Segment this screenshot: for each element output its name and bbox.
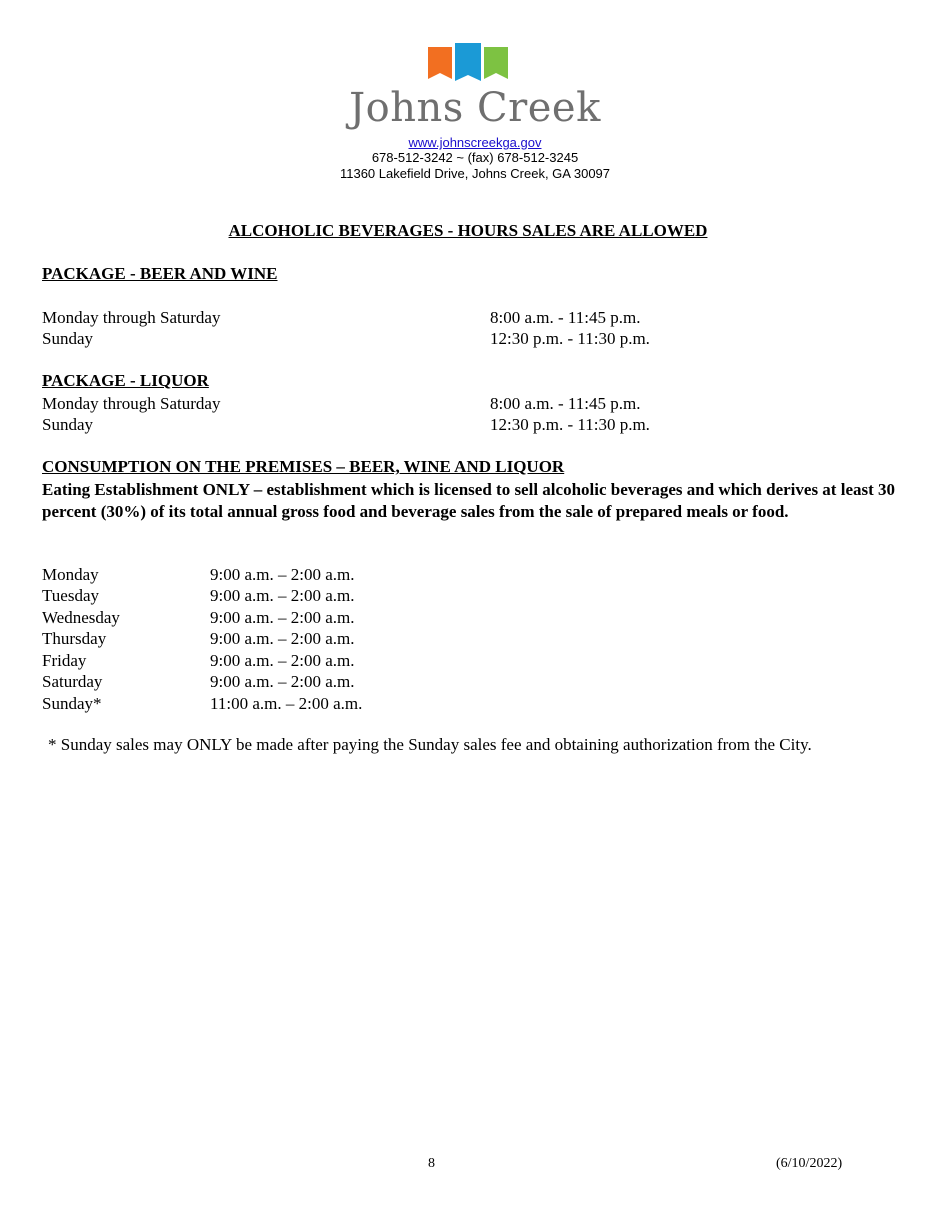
johns-creek-logo-flags <box>428 43 510 85</box>
phone-fax-line: 678-512-3242 ~ (fax) 678-512-3245 <box>371 150 579 165</box>
consumption-heading: CONSUMPTION ON THE PREMISES – BEER, WINE AND LIQUOR <box>42 457 565 476</box>
day-label: Wednesday <box>42 608 120 627</box>
revision-date: (6/10/2022) <box>776 1156 843 1171</box>
day-label: Monday through Saturday <box>42 308 221 327</box>
day-label: Tuesday <box>42 586 99 605</box>
day-label: Friday <box>42 651 87 670</box>
day-label: Saturday <box>42 672 103 691</box>
hours-value: 8:00 a.m. - 11:45 p.m. <box>490 308 641 327</box>
hours-value: 9:00 a.m. – 2:00 a.m. <box>210 651 355 670</box>
hours-value: 12:30 p.m. - 11:30 p.m. <box>490 415 650 434</box>
hours-value: 9:00 a.m. – 2:00 a.m. <box>210 608 355 627</box>
hours-value: 9:00 a.m. – 2:00 a.m. <box>210 586 355 605</box>
package-beer-wine-heading: PACKAGE - BEER AND WINE <box>42 264 278 283</box>
day-label: Sunday <box>42 415 93 434</box>
table-row <box>42 607 355 628</box>
hours-value: 9:00 a.m. – 2:00 a.m. <box>210 565 355 584</box>
table-row <box>42 671 355 692</box>
hours-value: 9:00 a.m. – 2:00 a.m. <box>210 629 355 648</box>
table-row <box>42 414 650 435</box>
green-flag <box>484 47 508 79</box>
package-liquor-heading: PACKAGE - LIQUOR <box>42 371 209 390</box>
table-row <box>42 693 363 714</box>
day-label: Sunday* <box>42 694 102 713</box>
website-link[interactable]: www.johnscreekga.gov <box>408 135 542 150</box>
hours-value: 8:00 a.m. - 11:45 p.m. <box>490 394 641 413</box>
table-row <box>42 564 355 585</box>
table-row <box>42 307 641 328</box>
table-row <box>42 585 355 606</box>
document-title: ALCOHOLIC BEVERAGES - HOURS SALES ARE ALLOWED <box>228 221 708 240</box>
hours-value: 9:00 a.m. – 2:00 a.m. <box>210 672 355 691</box>
page-number: 8 <box>428 1156 435 1171</box>
hours-value: 12:30 p.m. - 11:30 p.m. <box>490 329 650 348</box>
blue-flag <box>455 43 481 81</box>
table-row <box>42 328 650 349</box>
day-label: Sunday <box>42 329 93 348</box>
day-label: Monday through Saturday <box>42 394 221 413</box>
table-row <box>42 628 355 649</box>
eating-establishment-description: Eating Establishment ONLY – establishment which is licensed to sell alcoholic beverages and which derives at least 30 percent (30%) of its total annual gross food and beverage sales from the sale of prepared meals or food. <box>42 480 896 521</box>
day-label: Monday <box>42 565 99 584</box>
sunday-sales-note: * Sunday sales may ONLY be made after paying the Sunday sales fee and obtaining authorization from the City. <box>48 735 812 754</box>
table-row <box>42 393 641 414</box>
logo-wordmark: Johns Creek <box>349 85 601 131</box>
table-row <box>42 650 355 671</box>
day-label: Thursday <box>42 629 107 648</box>
address-line: 11360 Lakefield Drive, Johns Creek, GA 30097 <box>339 166 611 181</box>
hours-value: 11:00 a.m. – 2:00 a.m. <box>210 694 363 713</box>
orange-flag <box>428 47 452 79</box>
